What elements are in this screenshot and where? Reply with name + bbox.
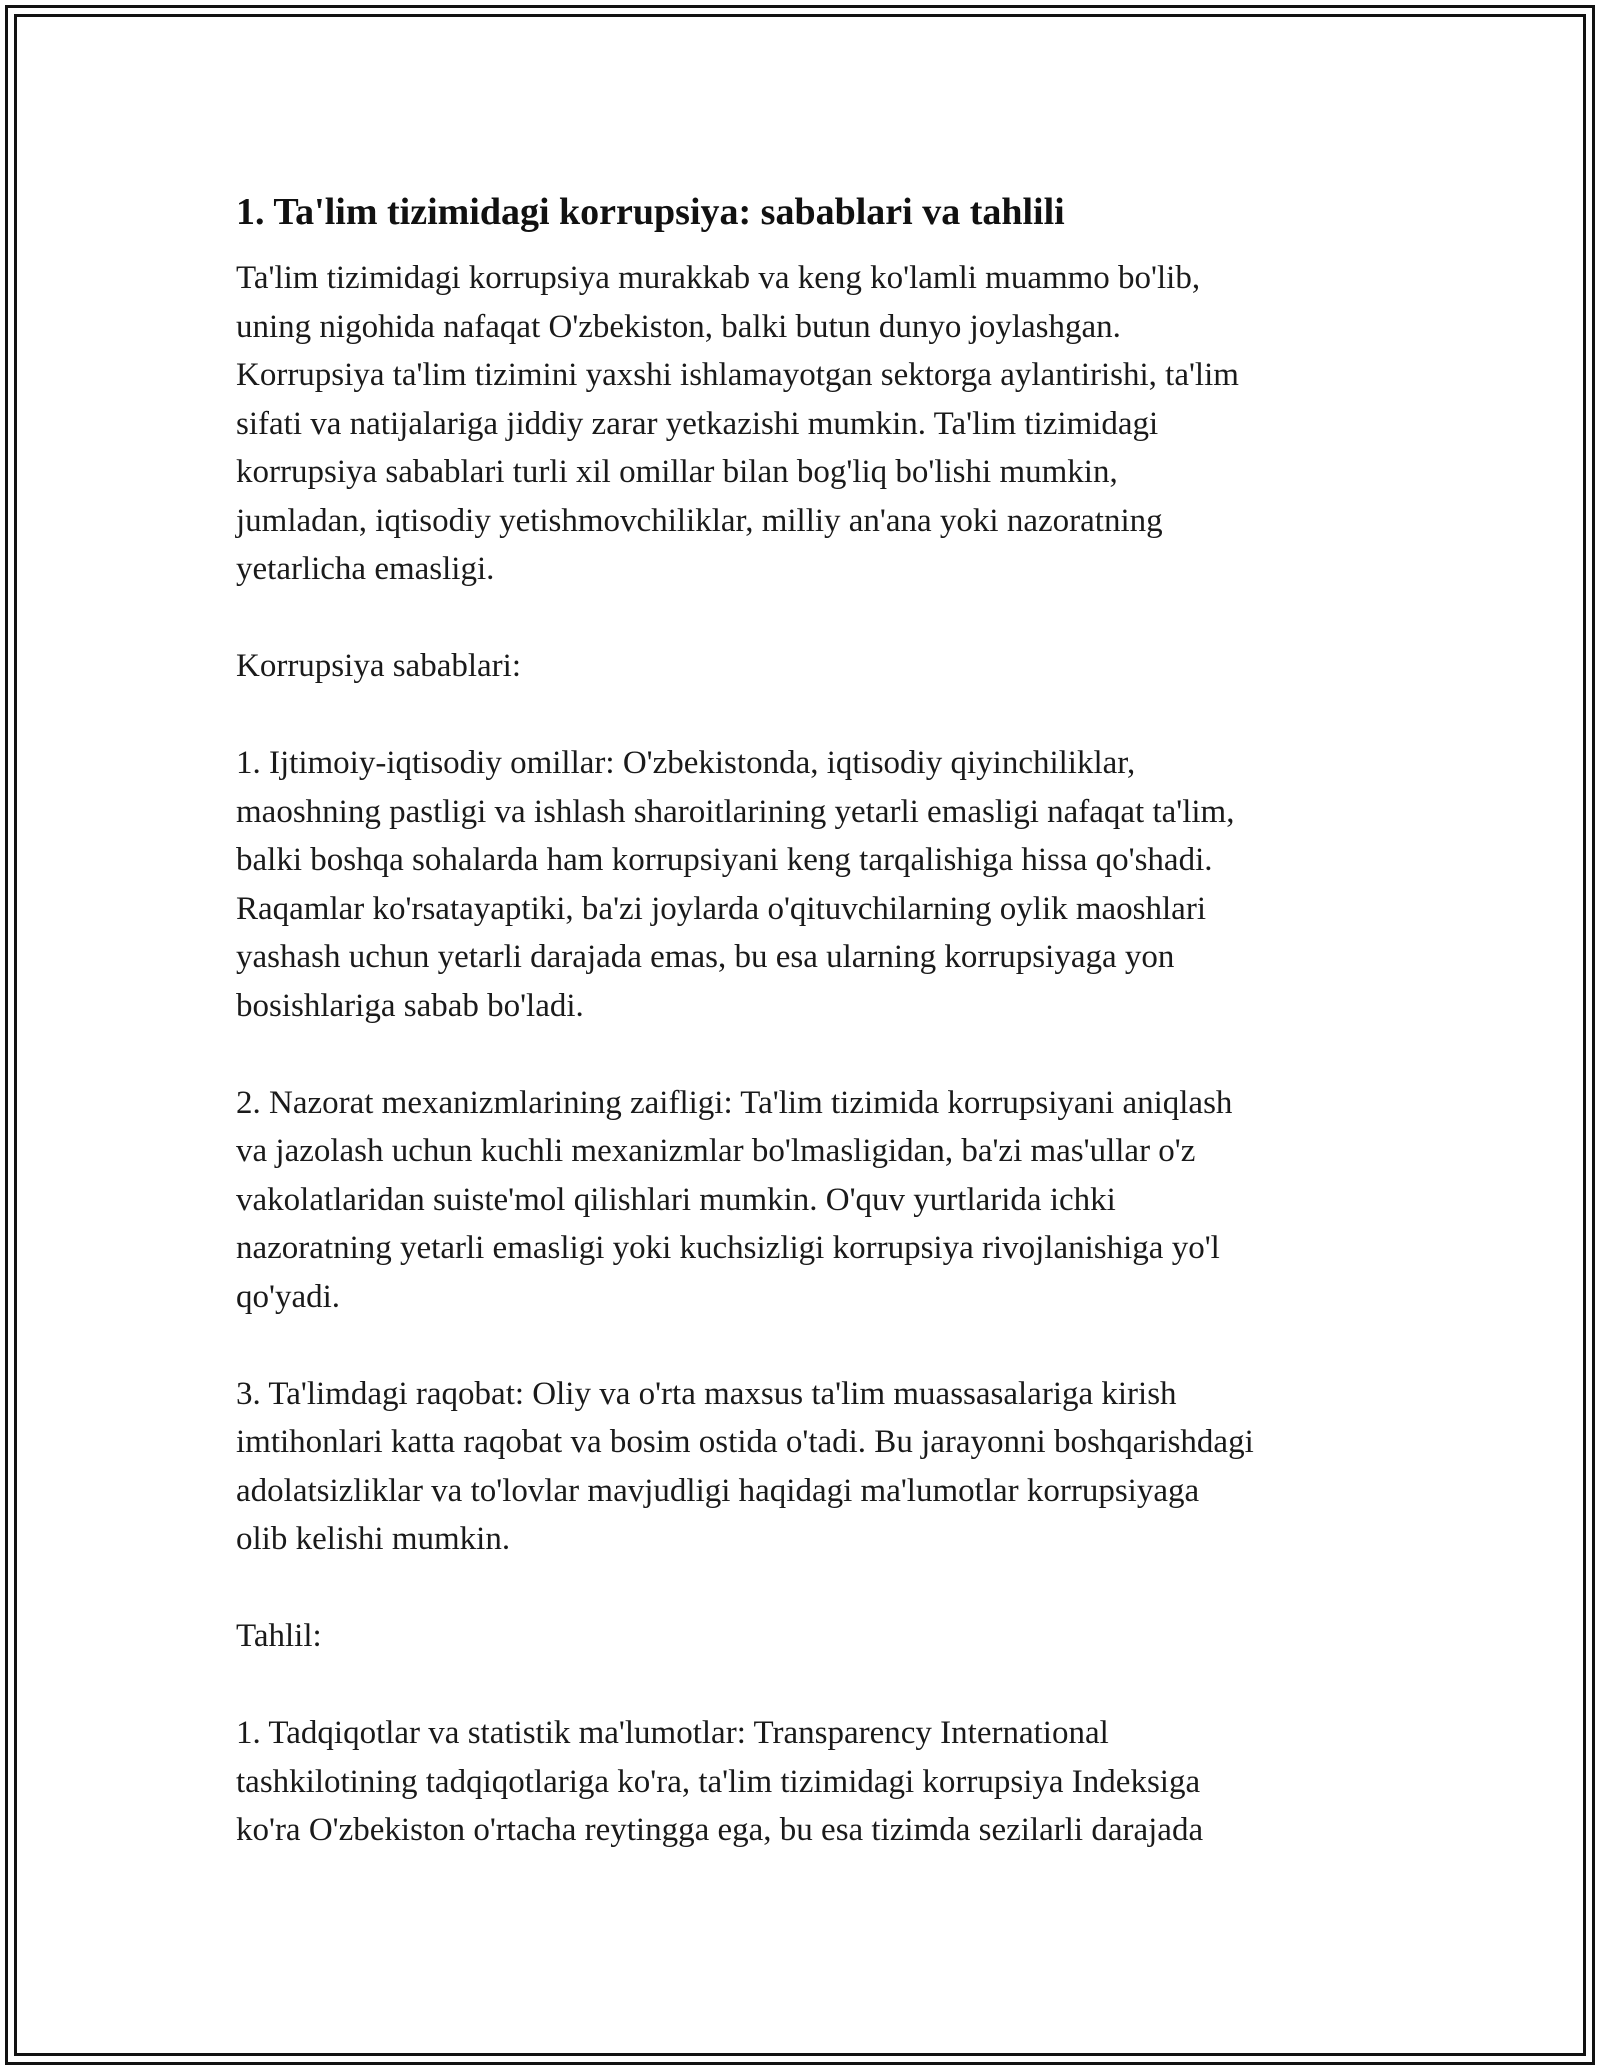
document-page xyxy=(236,186,1386,1855)
document-title: 1. Ta'lim tizimidagi korrupsiya: sabablari va tahlili xyxy=(236,191,1065,233)
document-body: Ta'lim tizimidagi korrupsiya murakkab va keng ko'lamli muammo bo'lib, uning nigohida nafaqat O'zbekiston, balki butun dunyo joylashgan. Korrupsiya ta'lim tizimini yaxshi ishlamayotgan sektorga aylantirishi, ta'lim sifati va natijalariga jiddiy zarar yetkazishi mumkin. Ta'lim tizimidagi korrupsiya sabablari turli xil omillar bilan bog'liq bo'lishi mumkin, jumladan, iqtisodiy yetishmovchiliklar, milliy an'ana yoki nazoratning yetarlicha emasligi. Korrupsiya sabablari: 1. Ijtimoiy-iqtisodiy omillar: O'zbekistonda, iqtisodiy qiyinchiliklar, maoshning pastligi va ishlash sharoitlarining yetarli emasligi nafaqat ta'lim, balki boshqa sohalarda ham korrupsiyani keng tarqalishiga hissa qo'shadi. Raqamlar ko'rsatayaptiki, ba'zi joylarda o'qituvchilarning oylik maoshlari yashash uchun yetarli darajada emas, bu esa ularning korrupsiyaga yon bosishlariga sabab bo'ladi. 2. Nazorat mexanizmlarining zaifligi: Ta'lim tizimida korrupsiyani aniqlash va jazolash uchun kuchli mexanizmlar bo'lmasligidan, ba'zi mas'ullar o'z vakolatlaridan suiste'mol qilishlari mumkin. O'quv yurtlarida ichki nazoratning yetarli emasligi yoki kuchsizligi korrupsiya rivojlanishiga yo'l qo'yadi. 3. Ta'limdagi raqobat: Oliy va o'rta maxsus ta'lim muassasalariga kirish imtihonlari katta raqobat va bosim ostida o'tadi. Bu jarayonni boshqarishdagi adolatsizliklar va to'lovlar mavjudligi haqidagi ma'lumotlar korrupsiyaga olib kelishi mumkin. Tahlil: 1. Tadqiqotlar va statistik ma'lumotlar: Transparency International tashkilotining tadqiqotlariga ko'ra, ta'lim tizimidagi korrupsiya Indeksiga ko'ra O'zbekiston o'rtacha reytingga ega, bu esa tizimda sezilarli darajada xyxy=(236,260,1254,1848)
